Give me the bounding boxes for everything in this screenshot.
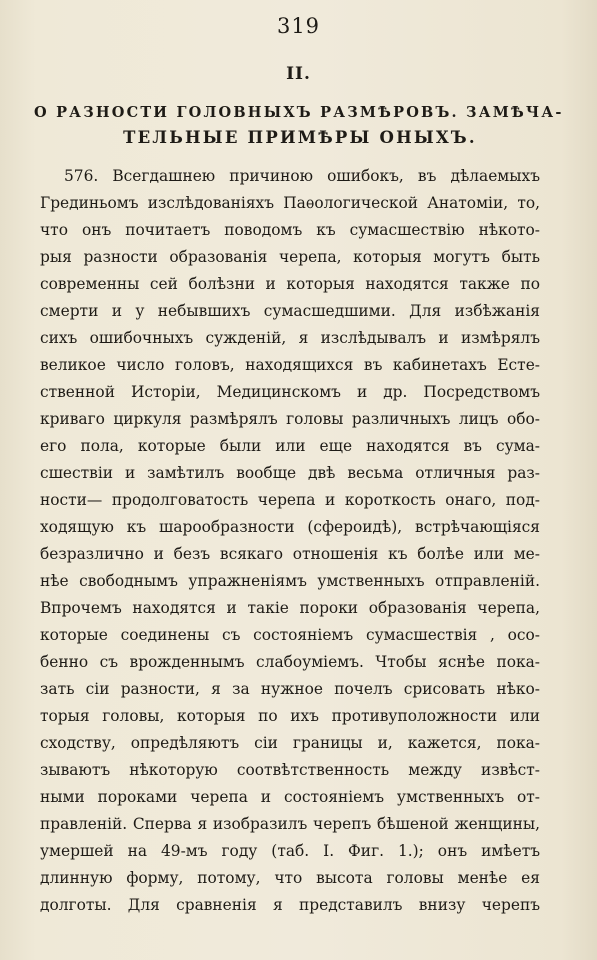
paragraph-line: сходству, опредѣляютъ сіи границы и, кажется, пока- — [40, 734, 540, 752]
paragraph-line: зываютъ нѣкоторую соотвѣтственность между извѣст- — [40, 761, 540, 779]
page-number: 319 — [276, 14, 321, 38]
section-heading-line-1: О РАЗНОСТИ ГОЛОВНЫХЪ РАЗМѢРОВЪ. ЗАМѢЧА- — [34, 104, 564, 121]
paragraph-line: его пола, которые были или еще находятся въ сума- — [40, 437, 540, 455]
paragraph-line: которые соединены съ состояніемъ сумасшествія , осо- — [40, 626, 540, 644]
paragraph-line: сихъ ошибочныхъ сужденій, я изслѣдывалъ и измѣрялъ — [40, 329, 540, 347]
paragraph-line: Грединьомъ изслѣдованіяхъ Паѳологической Анатоміи, то, — [40, 194, 540, 212]
paragraph-line: ственной Исторіи, Медицинскомъ и др. Посредствомъ — [40, 383, 540, 401]
paragraph-line: умершей на 49-мъ году (таб. I. Фиг. 1.); онъ имѣетъ — [40, 842, 540, 860]
paragraph-line: криваго циркуля размѣрялъ головы различныхъ лицъ обо- — [40, 410, 540, 428]
section-heading-line-2: ТЕЛЬНЫЕ ПРИМѢРЫ ОНЫХЪ. — [123, 128, 477, 147]
paragraph-line: смерти и у небывшихъ сумасшедшими. Для избѣжанія — [40, 302, 540, 320]
paragraph-line: ходящую къ шарообразности (сфероидѣ), встрѣчающіяся — [40, 518, 540, 536]
paragraph-line: что онъ почитаетъ поводомъ къ сумасшествію нѣкото- — [40, 221, 540, 239]
paragraph-line: рыя разности образованія черепа, которыя могутъ быть — [40, 248, 540, 266]
paragraph-line: Впрочемъ находятся и такіе пороки образованія черепа, — [40, 599, 540, 617]
paragraph-line: сшествіи и замѣтилъ вообще двѣ весьма отличныя раз- — [40, 464, 540, 482]
paragraph-line: ности— продолговатость черепа и короткость онаго, под- — [40, 491, 540, 509]
paragraph-line: безразлично и безъ всякаго отношенія къ болѣе или ме- — [40, 545, 540, 563]
paragraph-line: правленій. Сперва я изобразилъ черепъ бѣшеной женщины, — [40, 815, 540, 833]
paragraph-line: зать сіи разности, я за нужное почелъ срисовать нѣко- — [40, 680, 540, 698]
paragraph-line: длинную форму, потому, что высота головы менѣе ея — [40, 869, 540, 887]
paragraph-line: торыя головы, которыя по ихъ противуположности или — [40, 707, 540, 725]
paragraph-line: бенно съ врожденнымъ слабоуміемъ. Чтобы яснѣе пока- — [40, 653, 540, 671]
paragraph-line: нѣе свободнымъ упражненіямъ умственныхъ отправленій. — [40, 572, 540, 590]
paragraph-line: 576. Всегдашнею причиною ошибокъ, въ дѣлаемыхъ — [64, 167, 540, 185]
section-number: II. — [286, 64, 311, 84]
paragraph-line: долготы. Для сравненія я представилъ внизу черепъ — [40, 896, 540, 914]
paragraph-line: современны сей болѣзни и которыя находятся также по — [40, 275, 540, 293]
paragraph-line: ными пороками черепа и состояніемъ умственныхъ от- — [40, 788, 540, 806]
paragraph-line: великое число головъ, находящихся въ кабинетахъ Есте- — [40, 356, 540, 374]
